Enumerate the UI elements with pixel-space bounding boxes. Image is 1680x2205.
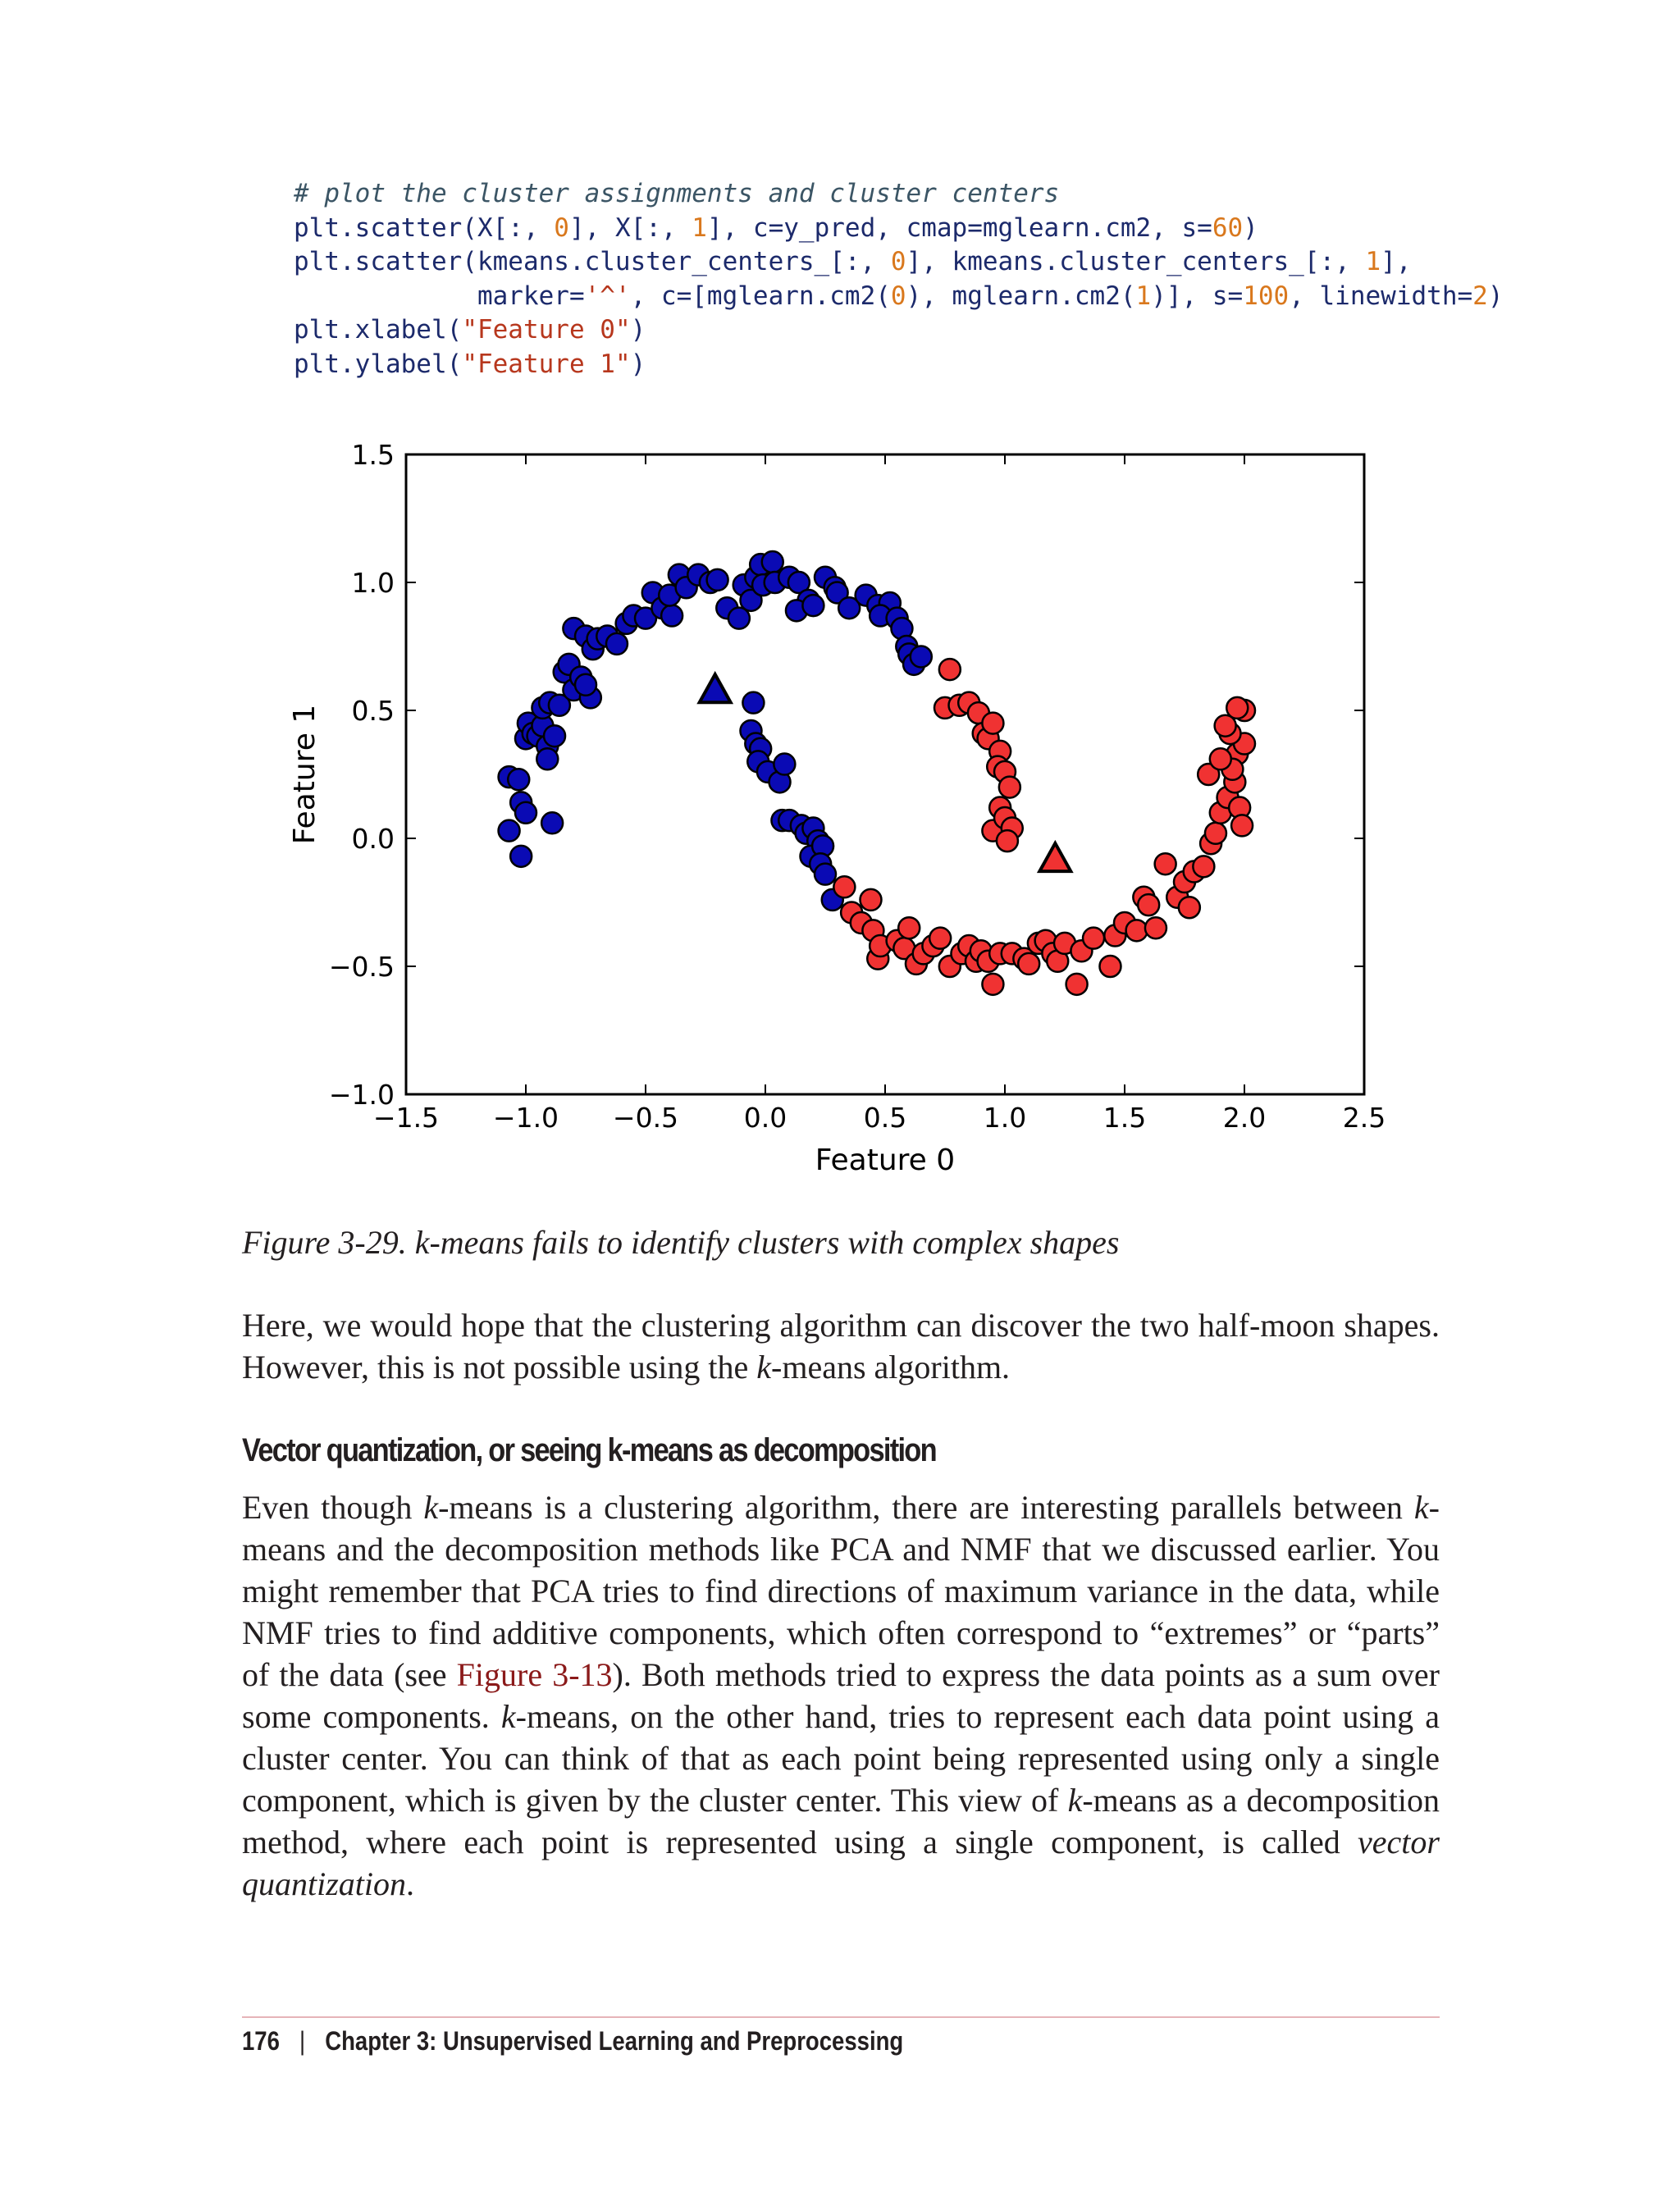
code-line: [294, 313, 1524, 348]
data-point: [999, 777, 1020, 798]
data-point: [1018, 953, 1039, 975]
code-number: 100: [1243, 281, 1290, 311]
text-run: plt.xlabel(: [294, 315, 463, 345]
section-heading: Vector quantization, or seeing k-means as decomposition: [242, 1432, 936, 1468]
scatter-chart: [271, 427, 1419, 1206]
data-point: [1066, 974, 1088, 995]
code-number: 0: [890, 247, 906, 276]
y-axis-label: Feature 1: [288, 704, 322, 845]
data-point: [499, 820, 520, 842]
x-tick-label: 1.0: [983, 1102, 1027, 1134]
code-number: 0: [890, 281, 906, 311]
data-point: [510, 846, 532, 867]
code-number: 1: [1135, 281, 1152, 311]
code-line: [294, 177, 1524, 212]
footer-separator: |: [299, 2026, 306, 2056]
text-run: )], s=: [1151, 281, 1244, 311]
text-run: -means is a clustering algorithm, there are interesting parallels between: [438, 1489, 1414, 1526]
data-point: [1138, 894, 1159, 915]
emphasis-text: k: [1067, 1782, 1083, 1819]
data-point: [929, 928, 951, 949]
figure-cross-reference-link[interactable]: Figure 3-13: [456, 1656, 613, 1693]
data-point: [1193, 856, 1214, 877]
text-run: ], c=y_pred, cmap=mglearn.cm2, s=: [706, 212, 1212, 243]
code-string: "Feature 1": [462, 349, 631, 379]
text-run: Here, we would hope that the clustering algorithm can discover the two half-moon shapes. However, this is not possible using the: [242, 1307, 1440, 1386]
text-run: .: [406, 1865, 415, 1902]
data-point: [898, 917, 920, 938]
code-number: 0: [554, 212, 569, 243]
page-footer: [242, 2026, 903, 2057]
x-tick-label: 2.0: [1222, 1102, 1267, 1134]
code-block: [294, 177, 1524, 381]
y-tick-label: −0.5: [328, 951, 395, 983]
text-run: -means as a decomposition method, where each point is represented using a single component, is called: [242, 1782, 1440, 1860]
text-run: ). Both methods tried to express the data points as a sum over some components.: [242, 1656, 1440, 1735]
x-tick-label: −1.5: [372, 1102, 440, 1134]
text-run: plt.scatter(kmeans.cluster_centers_[:,: [294, 247, 891, 276]
data-point: [1145, 917, 1166, 938]
data-point: [860, 889, 881, 911]
y-tick-label: 0.0: [351, 823, 395, 855]
data-point: [762, 551, 783, 573]
cluster-center-marker: [1039, 843, 1071, 871]
code-number: 1: [1365, 247, 1381, 276]
data-point: [515, 802, 536, 824]
code-number: 1: [692, 212, 707, 243]
text-run: -means, on the other hand, tries to represent each data point using a cluster center. You can think of that as each point being represented using only a single component, which is given by the cluster center. This view of: [242, 1698, 1440, 1819]
data-point: [911, 646, 932, 667]
text-run: , linewidth=: [1289, 281, 1473, 311]
text-run: Even though: [242, 1489, 424, 1526]
data-point: [707, 569, 728, 591]
data-point: [774, 754, 795, 775]
data-point: [742, 692, 764, 714]
data-point: [997, 830, 1018, 851]
data-point: [1099, 956, 1121, 977]
paragraph-2: [242, 1486, 1440, 1905]
text-run: ], kmeans.cluster_centers_[:,: [906, 247, 1366, 276]
text-run: ], X[:,: [568, 212, 692, 243]
data-point: [1231, 815, 1253, 836]
data-point: [1155, 853, 1176, 874]
data-point: [1126, 920, 1148, 941]
data-point: [1083, 928, 1104, 949]
text-run: plt.ylabel(: [294, 349, 463, 379]
code-line: [294, 245, 1524, 280]
text-run: -means and the decomposition methods like PCA and NMF that we discussed earlier. You might remember that PCA tries to find directions of maximum variance in the data, while NMF tries to find additive components, which often correspond to “extremes” or “parts” of the data (see: [242, 1489, 1440, 1693]
figure-caption: Figure 3-29. k-means fails to identify clusters with complex shapes: [242, 1224, 1120, 1261]
data-point: [606, 633, 628, 655]
data-point: [982, 974, 1003, 995]
text-run: ): [1487, 281, 1504, 311]
code-line: [294, 212, 1524, 246]
data-point: [939, 659, 961, 680]
y-tick-label: 1.0: [351, 567, 395, 599]
x-tick-label: −0.5: [612, 1102, 679, 1134]
data-point: [833, 876, 855, 897]
code-string: '^': [584, 281, 631, 311]
y-tick-label: 0.5: [351, 695, 395, 727]
text-run: ): [1243, 212, 1258, 243]
emphasis-text: k: [1413, 1489, 1429, 1526]
data-point: [661, 605, 682, 627]
code-number: 2: [1472, 281, 1488, 311]
x-tick-label: 0.0: [743, 1102, 788, 1134]
text-run: , c=[mglearn.cm2(: [630, 281, 891, 311]
data-point: [508, 769, 529, 790]
y-tick-label: −1.0: [328, 1079, 395, 1111]
code-number: 60: [1212, 212, 1244, 243]
y-tick-label: 1.5: [351, 439, 395, 471]
page-number: 176: [242, 2026, 280, 2056]
text-run: -means algorithm.: [771, 1349, 1011, 1386]
data-point: [1215, 715, 1236, 737]
data-point: [1210, 748, 1231, 769]
text-run: ), mglearn.cm2(: [906, 281, 1136, 311]
x-tick-label: 1.5: [1102, 1102, 1147, 1134]
plot-frame: [406, 454, 1364, 1094]
text-run: plt.scatter(X[:,: [294, 212, 555, 243]
data-point: [536, 748, 558, 769]
code-string: "Feature 0": [462, 315, 631, 345]
data-point: [541, 812, 563, 833]
cluster-center-marker: [700, 674, 731, 702]
code-line: [294, 280, 1524, 314]
emphasis-text: k: [500, 1698, 516, 1735]
paragraph-1: [242, 1304, 1440, 1388]
data-point: [575, 674, 596, 696]
code-line: [294, 348, 1524, 382]
emphasis-text: vector quantization: [242, 1824, 1440, 1902]
emphasis-text: k: [756, 1349, 772, 1386]
footer-rule: [242, 2016, 1440, 2018]
data-point: [544, 725, 565, 746]
text-run: marker=: [294, 281, 585, 311]
data-point: [815, 864, 836, 885]
code-comment: # plot the cluster assignments and cluster centers: [294, 179, 1060, 208]
data-point: [982, 713, 1003, 734]
text-run: ],: [1381, 247, 1412, 276]
x-tick-label: −1.0: [492, 1102, 559, 1134]
data-point: [1179, 897, 1200, 918]
x-axis-label: Feature 0: [815, 1144, 956, 1177]
text-run: ): [630, 315, 646, 345]
text-run: ): [630, 349, 646, 379]
x-tick-label: 2.5: [1342, 1102, 1386, 1134]
emphasis-text: k: [423, 1489, 439, 1526]
data-point: [802, 595, 824, 616]
chapter-title: Chapter 3: Unsupervised Learning and Preprocessing: [325, 2026, 904, 2056]
x-tick-label: 0.5: [863, 1102, 907, 1134]
data-point: [1205, 823, 1226, 844]
